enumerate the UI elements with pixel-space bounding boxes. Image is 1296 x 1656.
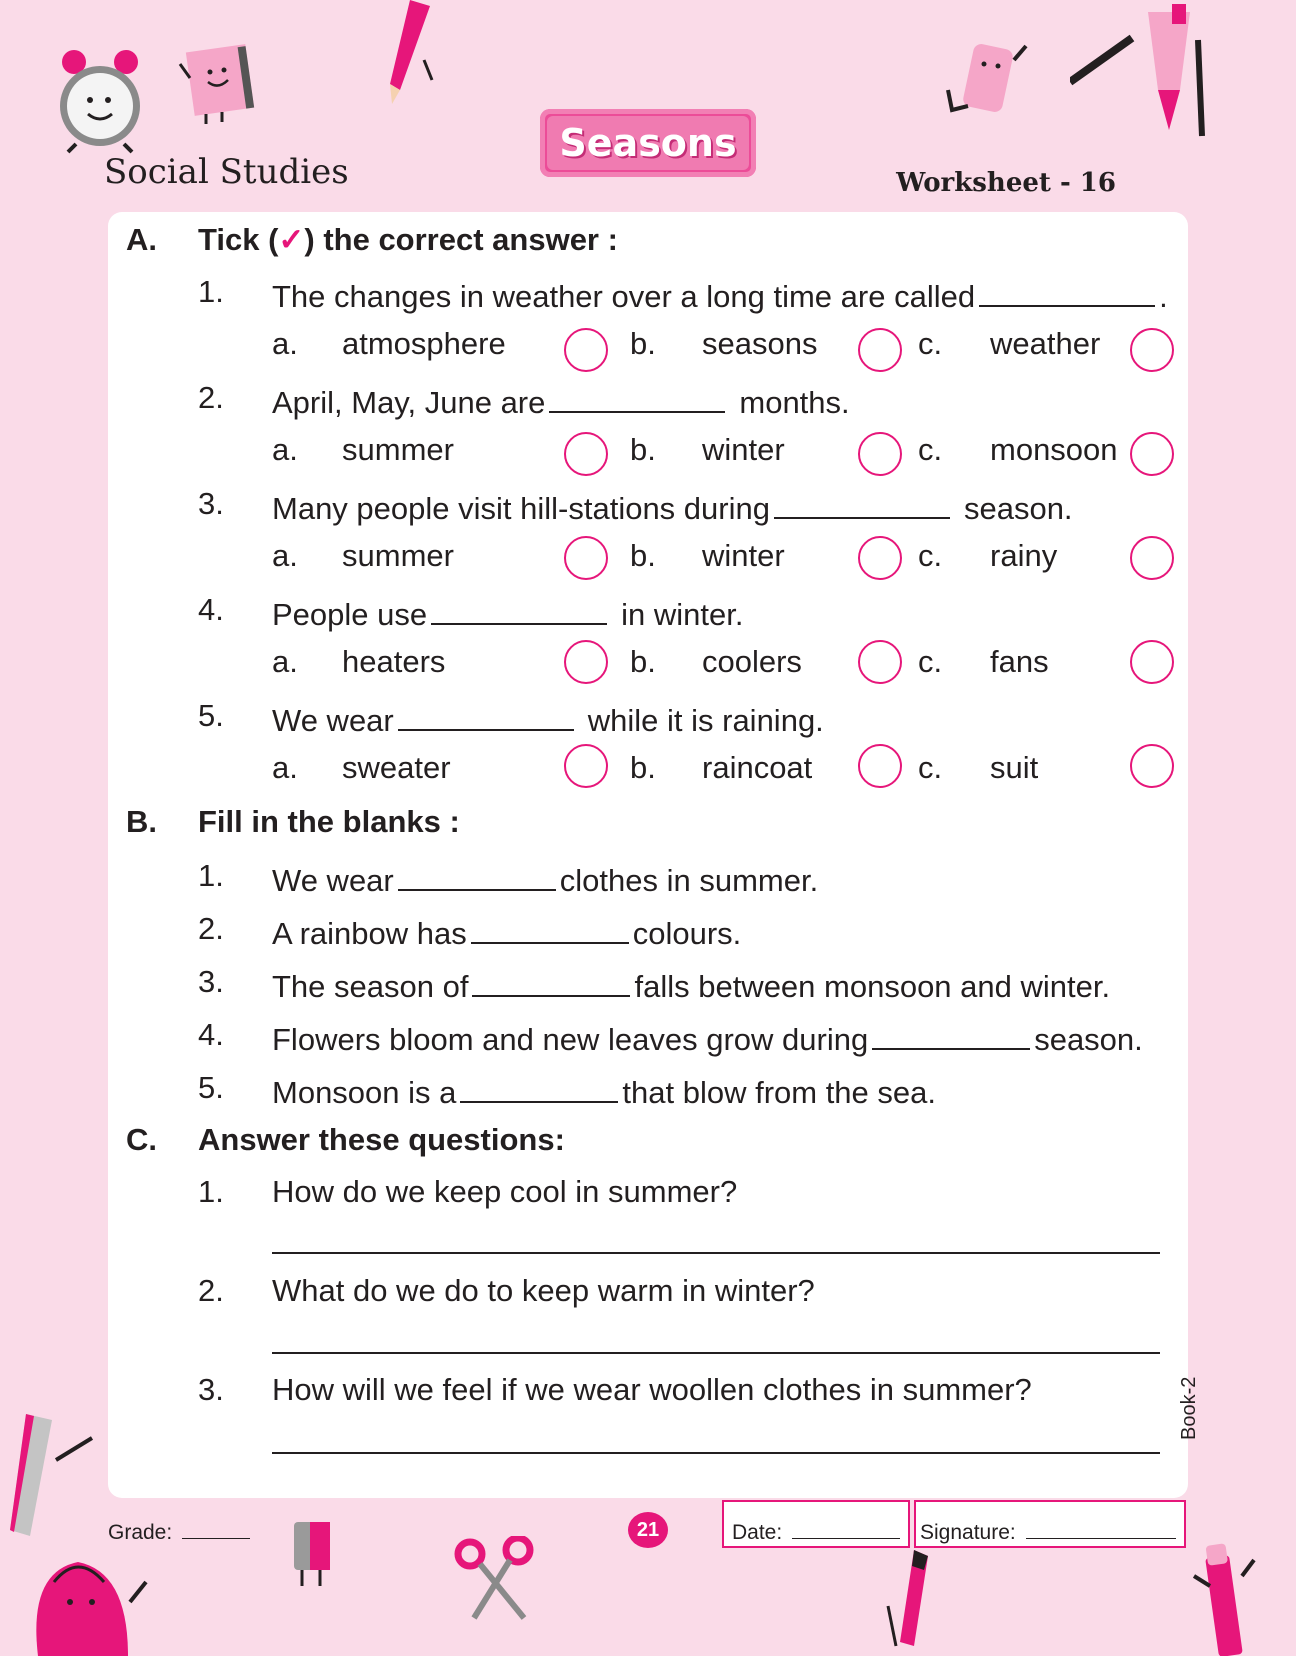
option-circle[interactable] [564, 536, 608, 580]
worksheet-number: Worksheet - 16 [896, 168, 1116, 198]
option-label: c. [918, 644, 943, 679]
answer-line[interactable] [272, 1452, 1160, 1454]
item-number: 4. [198, 1017, 224, 1052]
question-text: The changes in weather over a long time are called . [272, 274, 1168, 315]
option-text: seasons [702, 326, 818, 361]
fill-blank-sentence: Monsoon is a that blow from the sea. [272, 1070, 936, 1111]
fill-blank-sentence: Flowers bloom and new leaves grow during season. [272, 1017, 1143, 1058]
page-number: 21 [628, 1512, 668, 1548]
option-circle[interactable] [564, 328, 608, 372]
option-circle[interactable] [564, 744, 608, 788]
option-text: atmosphere [342, 326, 506, 361]
question-number: 1. [198, 1174, 224, 1209]
question-text: Many people visit hill-stations during season. [272, 486, 1073, 527]
option-circle[interactable] [1130, 432, 1174, 476]
option-circle[interactable] [858, 640, 902, 684]
option-label: a. [272, 750, 298, 785]
answer-blank[interactable] [774, 486, 950, 519]
question-text: What do we do to keep warm in winter? [272, 1273, 815, 1308]
question-number: 3. [198, 486, 224, 521]
fill-blank-sentence: The season of falls between monsoon and winter. [272, 964, 1110, 1005]
item-number: 2. [198, 911, 224, 946]
question-text: We wear while it is raining. [272, 698, 824, 739]
option-circle[interactable] [1130, 536, 1174, 580]
option-label: b. [630, 326, 656, 361]
ruler-icon [8, 1410, 100, 1540]
option-circle[interactable] [1130, 744, 1174, 788]
option-text: weather [990, 326, 1101, 361]
eraser-icon [944, 40, 1034, 120]
option-circle[interactable] [564, 640, 608, 684]
fill-blank-sentence: We wear clothes in summer. [272, 858, 818, 899]
option-text: winter [702, 432, 785, 467]
page-title: Seasons [547, 116, 749, 170]
option-label: b. [630, 750, 656, 785]
item-number: 5. [198, 1070, 224, 1105]
item-number: 3. [198, 964, 224, 999]
date-box[interactable]: Date: [722, 1500, 910, 1548]
option-circle[interactable] [564, 432, 608, 476]
option-circle[interactable] [1130, 640, 1174, 684]
option-text: monsoon [990, 432, 1118, 467]
option-circle[interactable] [858, 744, 902, 788]
book-label: Book-2 [1178, 1376, 1200, 1440]
option-label: c. [918, 538, 943, 573]
section-c-letter: C. [126, 1122, 157, 1157]
option-text: heaters [342, 644, 446, 679]
option-text: rainy [990, 538, 1058, 573]
option-label: b. [630, 432, 656, 467]
option-label: c. [918, 326, 943, 361]
question-number: 4. [198, 592, 224, 627]
scissors-icon [454, 1536, 540, 1622]
option-label: b. [630, 644, 656, 679]
subject-title: Social Studies [104, 152, 349, 192]
question-number: 3. [198, 1372, 224, 1407]
question-number: 2. [198, 1273, 224, 1308]
option-label: c. [918, 750, 943, 785]
option-label: a. [272, 644, 298, 679]
fill-blank-sentence: A rainbow has colours. [272, 911, 741, 952]
section-b-letter: B. [126, 804, 157, 839]
section-b-title: Fill in the blanks : [198, 804, 460, 839]
question-text: April, May, June are months. [272, 380, 850, 421]
option-circle[interactable] [1130, 328, 1174, 372]
notebook-icon [176, 44, 266, 124]
marker-icon [1190, 1536, 1260, 1656]
option-text: summer [342, 432, 454, 467]
option-label: a. [272, 538, 298, 573]
option-text: fans [990, 644, 1049, 679]
option-label: b. [630, 538, 656, 573]
option-circle[interactable] [858, 432, 902, 476]
question-text: People use in winter. [272, 592, 743, 633]
sharpener-icon [284, 1518, 344, 1590]
answer-blank[interactable] [549, 380, 725, 413]
item-number: 1. [198, 858, 224, 893]
answer-blank[interactable] [398, 858, 556, 891]
answer-line[interactable] [272, 1352, 1160, 1354]
backpack-icon [18, 1522, 148, 1656]
question-number: 1. [198, 274, 224, 309]
answer-line[interactable] [272, 1252, 1160, 1254]
option-text: suit [990, 750, 1039, 785]
option-label: c. [918, 432, 943, 467]
pen-icon [884, 1546, 954, 1656]
crayon-icon [1070, 0, 1210, 140]
option-circle[interactable] [858, 328, 902, 372]
answer-blank[interactable] [398, 698, 574, 731]
option-text: raincoat [702, 750, 813, 785]
section-a-title: Tick (✓) the correct answer : [198, 222, 618, 257]
option-text: summer [342, 538, 454, 573]
pencil-icon [380, 0, 440, 110]
question-number: 2. [198, 380, 224, 415]
signature-box[interactable]: Signature: [914, 1500, 1186, 1548]
option-text: winter [702, 538, 785, 573]
section-a-letter: A. [126, 222, 157, 257]
option-text: sweater [342, 750, 451, 785]
section-c-title: Answer these questions: [198, 1122, 565, 1157]
worksheet-title-badge [540, 109, 756, 177]
tick-icon: ✓ [278, 222, 305, 257]
question-text: How do we keep cool in summer? [272, 1174, 738, 1209]
grade-field[interactable]: Grade: [108, 1518, 254, 1545]
option-label: a. [272, 432, 298, 467]
option-circle[interactable] [858, 536, 902, 580]
answer-blank[interactable] [872, 1017, 1030, 1050]
option-text: coolers [702, 644, 802, 679]
answer-blank[interactable] [979, 274, 1155, 307]
option-label: a. [272, 326, 298, 361]
answer-blank[interactable] [460, 1070, 618, 1103]
answer-blank[interactable] [471, 911, 629, 944]
answer-blank[interactable] [472, 964, 630, 997]
question-number: 5. [198, 698, 224, 733]
question-text: How will we feel if we wear woollen clothes in summer? [272, 1372, 1032, 1407]
alarm-clock-icon [54, 44, 150, 154]
answer-blank[interactable] [431, 592, 607, 625]
